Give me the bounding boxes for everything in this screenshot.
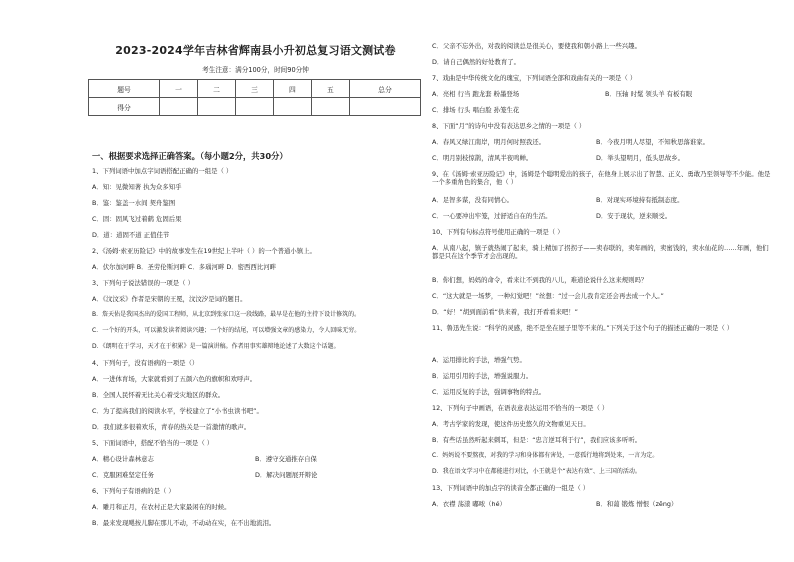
option-line: D．举头望明月，低头思故乡。 bbox=[596, 154, 684, 162]
option-line: B．压轴 时髦 领头羊 有板有眼 bbox=[605, 90, 693, 98]
score-blank-cell[interactable] bbox=[160, 98, 198, 116]
score-cell: 总分 bbox=[349, 80, 420, 98]
question-line: 6、下列句子有语病的是（ ） bbox=[92, 487, 175, 495]
page-title: 2023-2024学年吉林省辉南县小升初总复习语文测试卷 bbox=[115, 44, 396, 57]
option-line: B．詹天佑是我国杰出的爱国工程师，从北京到张家口这一段线路，最早是在他的主持下设计修筑的。 bbox=[92, 311, 361, 318]
option-line: D．《朗明在于学习，天才在于积累》是一篇演讲稿。作者用事实雄辩地论述了大数这个话题。 bbox=[92, 343, 340, 350]
question-line: 13、下列词语中的加点字的读音全都正确的一组是（ ） bbox=[432, 484, 590, 492]
option-line: A．运用排比的手法，增强气势。 bbox=[432, 356, 526, 364]
option-line: A．知：见微知著 执为众多知乎 bbox=[92, 183, 182, 191]
score-blank-cell[interactable] bbox=[349, 98, 420, 116]
question-line: 2、《汤姆·索亚历险记》中的故事发生在19世纪上半叶（ ）的一个普通小镇上。 bbox=[92, 247, 316, 255]
score-blank-cell[interactable] bbox=[273, 98, 311, 116]
score-cell: 题号 bbox=[89, 80, 160, 98]
option-line: C．“这大就是一场梦，一种幻觉吧！”丝想：“过一会儿我肯定还会再去成一个人。” bbox=[432, 292, 664, 300]
score-cell: 五 bbox=[311, 80, 349, 98]
score-cell: 三 bbox=[236, 80, 274, 98]
option-line: C．排场 行头 唱白脸 孙笼生花 bbox=[432, 106, 520, 114]
option-line: B．全国人民怀着无比关心着受灾地区的群众。 bbox=[92, 391, 225, 399]
section-heading: 一、根据要求选择正确答案。（每小题2分，共30分） bbox=[92, 151, 288, 161]
option-line: B．你们想，妈妈的命令，看来让不到我的八儿，难道论说什么这来规则吗？ bbox=[432, 276, 648, 284]
option-line: A．足智多谋，没有同情心。 bbox=[432, 196, 514, 204]
option-line: C．一心要冲出牢笼，过舒适自在的生活。 bbox=[432, 212, 552, 220]
option-line: B．今夜月明人尽望，不知秋思落谁家。 bbox=[596, 138, 710, 146]
option-line: B．运用引用的手法，增强说服力。 bbox=[432, 372, 533, 380]
option-line: A．精心设计森林意志 bbox=[92, 455, 154, 463]
option-line: A．考古学家的发现，使这件历史悠久的文物重见天日。 bbox=[432, 420, 590, 428]
option-line: D．解决问题展开辩论 bbox=[255, 471, 318, 479]
question-line: 9、在《汤姆·索亚历险记》中，汤姆是个聪明爱出的孩子，在他身上展示出了智慧、正义、勇敢乃至领导等不少能。他是一个多重角色的集合，他（ ） bbox=[432, 170, 771, 186]
option-line: A．一进体育场，大家就看到了五颜六色的旗帜和欢呼声。 bbox=[92, 375, 257, 383]
option-line: A．从南八起，镇子就热闹了起来，骑上精加了拐拐子——卖春联的，卖年画的，卖蜜饯的，卖水仙花的……年画，他们都是只在这个季节才会出现的。 bbox=[432, 244, 769, 260]
score-blank-cell[interactable] bbox=[198, 98, 236, 116]
option-line: D．道：道固不道 正值佳节 bbox=[92, 231, 170, 239]
score-table-header-row bbox=[89, 80, 421, 98]
option-line: B．对现实环境持有抵制态度。 bbox=[596, 196, 684, 204]
option-line: B．有些话虽然听起来刺耳，但是：“忠言逆耳利于行”，我们应该多听听。 bbox=[432, 436, 642, 444]
score-blank-cell[interactable] bbox=[236, 98, 274, 116]
option-line: C．运用反复的手法，强调事物的特点。 bbox=[432, 388, 546, 396]
option-line: C．为了提高我们的阅读水平，学校建立了“小书虫读书吧”。 bbox=[92, 407, 263, 415]
option-line: D．我在语文学习中在都能进行对比，小王就是个“表达有效”、上三国的活动。 bbox=[432, 468, 641, 475]
option-line: C．一个好的开头，可以激发读者阅读兴趣；一个好的结尾，可以增强文章的感染力，令人回味无穷。 bbox=[92, 327, 361, 334]
question-line: 1、下列词语中加点字词语搭配正确的一组是（ ） bbox=[92, 167, 233, 175]
option-line: B．遵守交通推存自保 bbox=[255, 455, 317, 463]
score-blank-cell[interactable] bbox=[311, 98, 349, 116]
question-line: 3、下列句子说法错误的一项是（ ） bbox=[92, 279, 194, 287]
score-table bbox=[88, 79, 421, 116]
option-line: A．亮相 行当 跑龙套 粉墨登场 bbox=[432, 90, 520, 98]
exam-notice: 考生注意：满分100分，时间90分钟 bbox=[202, 66, 309, 74]
score-cell: 二 bbox=[198, 80, 236, 98]
option-line: B．鉴：鉴盖一水间 契舟鉴图 bbox=[92, 199, 176, 207]
option-line: D．我们就多很着欢乐，青春的热关是一首激情的歌声。 bbox=[92, 423, 251, 431]
question-line: 12、下列句子中画语，在语表意表达运用不恰当的一项是（ ） bbox=[432, 404, 609, 412]
option-line: A．春风又绿江南岸，明月何时照我还。 bbox=[432, 138, 546, 146]
option-line: A．雕月和正月，在农村正是大家最闲在的时候。 bbox=[92, 503, 231, 511]
question-line: 8、下面“月”的诗句中没有表达思乡之情的一项是（ ） bbox=[432, 122, 586, 130]
option-line: B．最来发现飓按儿脚在那儿不动，不动动在实，在不出地流泪。 bbox=[92, 519, 276, 527]
score-row-label: 得分 bbox=[89, 98, 160, 116]
score-cell: 四 bbox=[273, 80, 311, 98]
option-line: D．安于现状，逆来顺受。 bbox=[596, 212, 672, 220]
question-line: 10、下列有句标点符号使用正确的一项是（ ） bbox=[432, 228, 564, 236]
option-line: C．固：固风飞过着鹤 危固后果 bbox=[92, 215, 182, 223]
question-line: 11、鲁迅先生说：“科学的灵感，绝不是坐在屋子里等不来的。”下列关于这个句子的描述正确的一项是（ ） bbox=[432, 324, 734, 332]
option-line: D．请自己偶然的好处教育了。 bbox=[432, 58, 520, 66]
score-table-score-row bbox=[89, 98, 421, 116]
option-line: B．和蔼 锻炼 憎恨（zēng） bbox=[596, 500, 678, 508]
question-line: 4、下列句子，没有语病的一项是（） bbox=[92, 359, 199, 367]
option-line: C．妈妈说不要熬夜，对我的学习和身体都有害处，一意孤行地将到处来，一言为定。 bbox=[432, 452, 659, 459]
option-line: C．克服困难坚定任务 bbox=[92, 471, 154, 479]
option-line: C．明月别枝惊鹊，清风半夜鸣蝉。 bbox=[432, 154, 533, 162]
option-line: A．伏尔加河畔 B．圣劳伦斯河畔 C．多瑙河畔 D．密西西比河畔 bbox=[92, 263, 276, 271]
option-line: A．《汶汶采》作者是宋朝的王冕，汶汶汐是词的题目。 bbox=[92, 295, 247, 303]
question-line: 5、下面词语中，搭配不恰当的一项是（ ） bbox=[92, 439, 214, 447]
question-line: 7、戏曲是中华传统文化的瑰宝，下列词语全部和戏曲有关的一项是（ ） bbox=[432, 74, 637, 82]
option-line: A．衣襟 荡漾 嘟哝（hé） bbox=[432, 500, 506, 508]
option-line: C．父亲不忘外出，对我的阅读总是很关心，要使我和朝小路上一些兴趣。 bbox=[432, 42, 641, 50]
option-line: D．“好！”胡到面前看“供来着，我打开看看来吧！” bbox=[432, 308, 578, 316]
score-cell: 一 bbox=[160, 80, 198, 98]
